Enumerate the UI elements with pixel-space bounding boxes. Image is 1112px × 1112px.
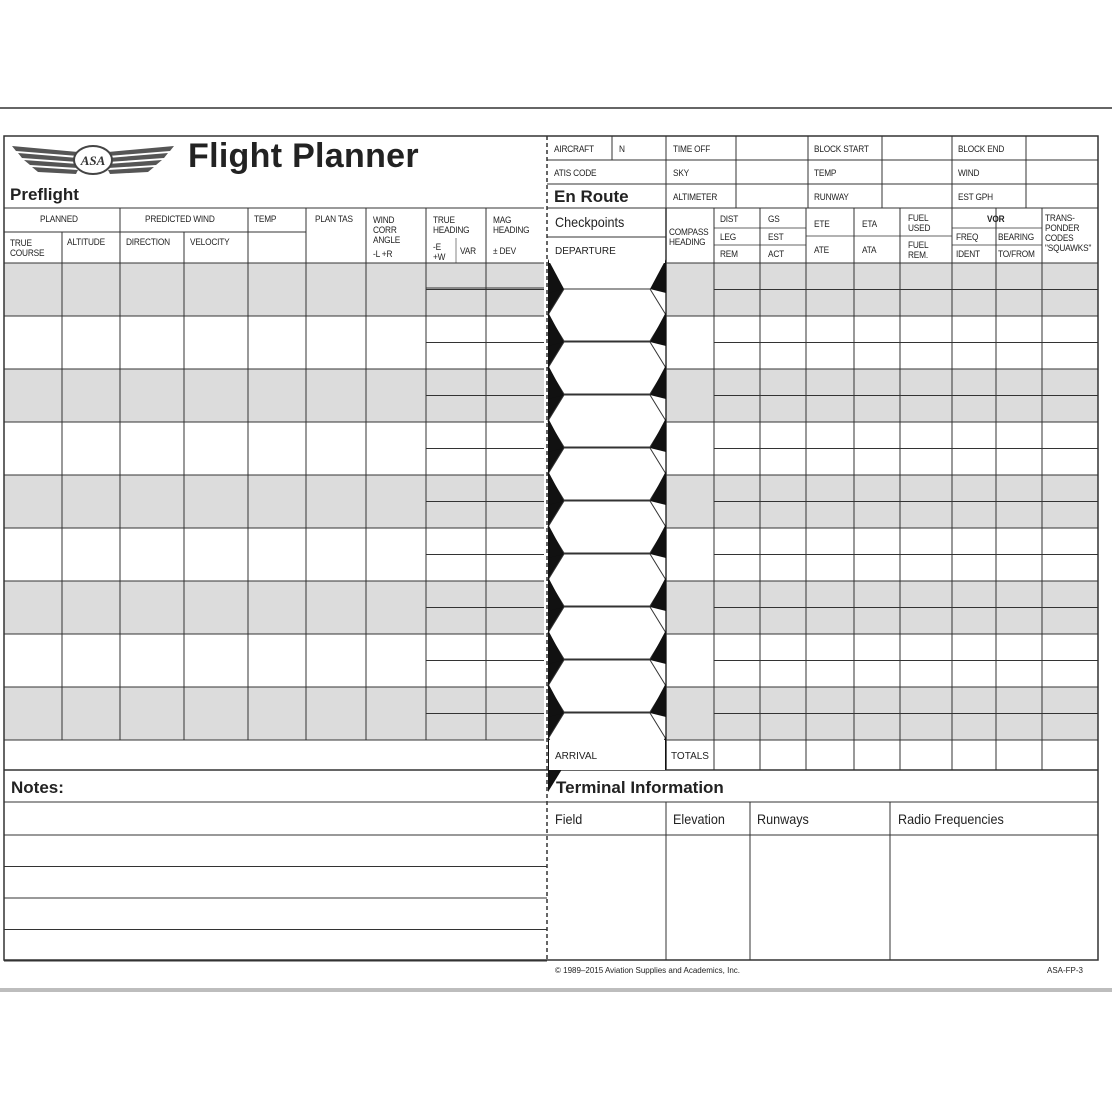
mag-heading-header: MAG HEADING <box>493 215 530 235</box>
planned-header: PLANNED <box>40 214 78 224</box>
altimeter-label: ALTIMETER <box>673 192 718 202</box>
est-gph-label: EST GPH <box>958 192 993 202</box>
plan-tas-header: PLAN TAS <box>315 214 353 224</box>
gs-header: GS <box>768 214 780 224</box>
predicted-wind-header: PREDICTED WIND <box>145 214 215 224</box>
checkpoint-hexagon <box>548 289 666 341</box>
preflight-heading: Preflight <box>10 185 79 204</box>
var-header: VAR <box>460 246 476 256</box>
notes-heading: Notes: <box>11 778 64 797</box>
departure-label: DEPARTURE <box>555 246 616 257</box>
bearing-header: BEARING <box>998 232 1034 242</box>
time-off-label: TIME OFF <box>673 144 711 154</box>
altitude-header: ALTITUDE <box>67 237 105 247</box>
wind-label: WIND <box>958 168 980 178</box>
temp-label: TEMP <box>814 168 837 178</box>
checkpoints-heading: Checkpoints <box>555 214 625 230</box>
field-header: Field <box>555 811 583 827</box>
fuel-used-header: FUEL USED <box>908 213 931 233</box>
arrival-label: ARRIVAL <box>555 751 598 762</box>
runway-label: RUNWAY <box>814 192 849 202</box>
true-course-header: TRUE COURSE <box>10 238 45 258</box>
checkpoint-hexagon <box>548 554 666 606</box>
svg-text:ASA: ASA <box>80 153 106 168</box>
freq-header: FREQ <box>956 232 979 242</box>
copyright-text: © 1989–2015 Aviation Supplies and Academics, Inc. <box>555 966 740 975</box>
checkpoint-hexagon <box>548 395 666 447</box>
true-heading-header: TRUE HEADING <box>433 215 470 235</box>
ata-header: ATA <box>862 245 877 255</box>
form-code: ASA-FP-3 <box>1047 966 1084 975</box>
act-header: ACT <box>768 249 785 259</box>
asa-wings-logo-icon <box>8 136 178 184</box>
wind-corr-angle-header: WIND CORR ANGLE <box>373 215 401 245</box>
runways-header: Runways <box>757 811 809 827</box>
e-w-header: -E +W <box>433 242 446 262</box>
direction-header: DIRECTION <box>126 237 170 247</box>
dev-header: ± DEV <box>493 246 516 256</box>
checkpoint-hexagon <box>548 501 666 553</box>
ident-header: IDENT <box>956 249 980 259</box>
compass-heading-header: COMPASS HEADING <box>669 227 709 247</box>
rem-header: REM <box>720 249 738 259</box>
atis-code-label: ATIS CODE <box>554 168 597 178</box>
page-bottom-shadow <box>0 988 1112 992</box>
l-r-header: -L +R <box>373 249 393 259</box>
block-end-label: BLOCK END <box>958 144 1005 154</box>
checkpoint-hexagon <box>548 342 666 394</box>
elevation-header: Elevation <box>673 811 725 827</box>
ate-header: ATE <box>814 245 829 255</box>
dist-header: DIST <box>720 214 739 224</box>
terminal-information-heading: Terminal Information <box>556 778 724 797</box>
ete-header: ETE <box>814 219 830 229</box>
fuel-rem-header: FUEL REM. <box>908 240 929 260</box>
est-header: EST <box>768 232 784 242</box>
n-number-label: N <box>619 144 625 154</box>
velocity-header: VELOCITY <box>190 237 230 247</box>
checkpoint-hexagon <box>548 448 666 500</box>
enroute-heading: En Route <box>554 187 629 206</box>
transponder-codes-header: TRANS- PONDER CODES "SQUAWKS" <box>1045 213 1092 253</box>
sky-label: SKY <box>673 168 690 178</box>
temp-header: TEMP <box>254 214 277 224</box>
aircraft-label: AIRCRAFT <box>554 144 594 154</box>
leg-header: LEG <box>720 232 737 242</box>
to-from-header: TO/FROM <box>998 249 1035 259</box>
checkpoint-hexagon <box>548 660 666 712</box>
checkpoint-hexagon <box>548 607 666 659</box>
radio-frequencies-header: Radio Frequencies <box>898 811 1004 827</box>
vor-header: VOR <box>987 214 1005 224</box>
totals-label: TOTALS <box>671 751 709 762</box>
eta-header: ETA <box>862 219 877 229</box>
block-start-label: BLOCK START <box>814 144 869 154</box>
page-title: Flight Planner <box>188 137 419 175</box>
